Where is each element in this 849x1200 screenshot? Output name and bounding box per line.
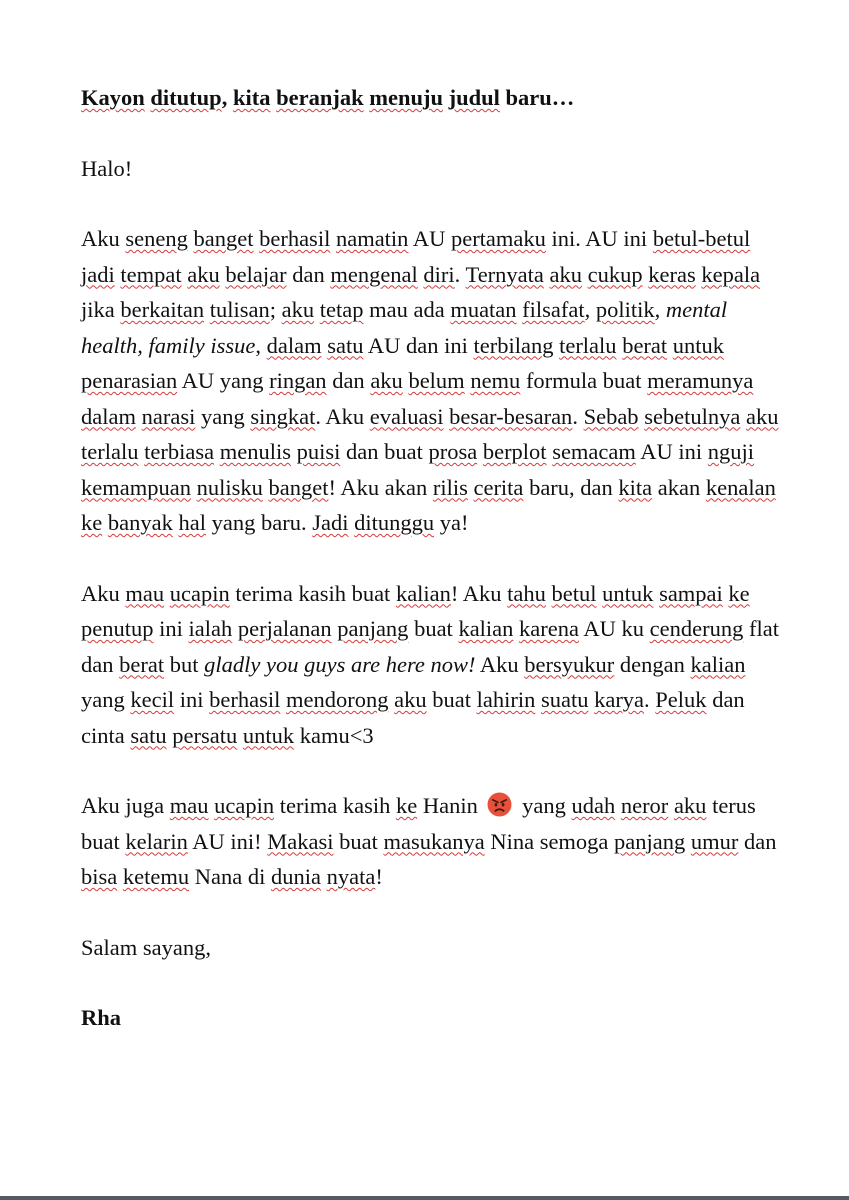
flagged-word: aku [673,793,707,818]
flagged-word: untuk [672,332,725,358]
flagged-word: karena [519,616,579,641]
text-run: yang [81,687,131,712]
flagged-word: ialah [188,616,233,641]
text-run: akan [652,474,706,500]
flagged-word: Ternyata [465,261,544,287]
flagged-word: kecil [130,687,175,712]
text-run: ini [153,616,189,641]
flagged-word: umur [690,828,739,854]
flagged-word: terbiasa [144,439,215,464]
greeting [81,151,781,187]
flagged-word: puisi [296,439,341,464]
signature: Rha [81,1005,122,1030]
flagged-word: besar-besaran [449,403,573,429]
flagged-word: terlalu [81,439,139,464]
flagged-word: prosa [428,439,478,464]
flagged-word: rilis [432,474,468,500]
flagged-word: berhasil [259,226,331,251]
flagged-word: politik [595,297,655,322]
flagged-word: kita [232,85,271,110]
text-run: yang [195,403,251,429]
text-run: ! Aku akan [328,474,433,500]
text-run: terima kasih buat [229,580,396,606]
flagged-word: filsafat [522,297,585,322]
flagged-word: beranjak [276,85,364,110]
text-run: jika [81,297,121,322]
text-run: AU ini [635,439,708,464]
flagged-word: kemampuan [81,474,191,500]
flagged-word: Makasi [267,828,334,854]
flagged-word: meramunya [647,368,754,393]
flagged-word: dalam [81,403,136,429]
flagged-word: sampai [659,580,723,606]
flagged-word: diri [423,261,455,287]
flagged-word: keras [648,261,696,287]
flagged-word: panjang [614,828,686,854]
flagged-word: seneng [125,226,188,251]
flagged-word: Jadi [312,510,349,535]
flagged-word: hal [178,510,206,535]
flagged-word: singkat [250,403,316,429]
text-run: terima kasih [274,793,396,818]
flagged-word: terlalu [559,332,617,358]
text-run: , [584,297,596,322]
flagged-word: narasi [141,403,196,429]
text-run: dan buat [340,439,429,464]
flagged-word: berhasil [209,687,281,712]
flagged-word: ditutup [150,85,222,110]
italic-phrase: gladly you guys are here now! [204,651,476,677]
flagged-word: belajar [225,261,287,287]
flagged-word: betul-betul [652,226,751,251]
text-run: dan [738,828,777,854]
flagged-word: mau [125,580,165,606]
flagged-word: tempat [120,261,182,287]
flagged-word: namatin [335,226,409,251]
flagged-word: nemu [470,368,521,393]
flagged-word: tulisan [209,297,270,322]
text-run: yang [516,793,572,818]
flagged-word: udah [571,793,616,818]
flagged-word: aku [549,261,583,287]
text-run: baru… [499,85,575,110]
text-run: AU ku [579,616,650,641]
flagged-word: ringan [269,368,327,393]
text-run: Nina semoga [484,828,615,854]
flagged-word: aku [281,297,315,322]
text-run: Aku [475,651,525,677]
flagged-word: ditunggu [354,510,435,535]
flagged-word: tetap [319,297,364,322]
text-run: , [255,332,267,358]
flagged-word: dunia [270,864,321,889]
text-run: ! [375,864,383,889]
flagged-word: betul [551,580,597,606]
flagged-word: nyata [326,864,376,889]
flagged-word: aku [370,368,403,393]
flagged-word: berplot [482,439,547,464]
text-run: ya! [434,510,469,535]
flagged-word: penarasian [81,368,178,393]
flagged-word: kalian [395,580,451,606]
text-run: . [572,403,584,429]
text-run: but [164,651,205,677]
text-run: dan cinta [81,687,745,748]
flagged-word: nulisku [196,474,263,500]
flagged-word: jadi [81,261,115,287]
text-run: . [454,261,466,287]
text-run: dengan [614,651,691,677]
text-run: buat [333,828,384,854]
flagged-word: terbilang [473,332,554,358]
flagged-word: neror [620,793,669,818]
flagged-word: aku [746,403,779,429]
flagged-word: cerita [473,474,524,500]
text-run: dan [326,368,371,393]
flagged-word: kepala [701,261,761,287]
flagged-word: kenalan [705,474,776,500]
text-run: Aku [81,580,126,606]
flagged-word: panjang [337,616,409,641]
flagged-word: cenderung [649,616,744,641]
flagged-word: Kayon [81,85,145,110]
italic-phrase: mental health, family issue [81,297,728,358]
text-run: AU dan ini [363,332,474,358]
flagged-word: ke [81,510,103,535]
flagged-word: satu [327,332,364,358]
text-run: ; [269,297,282,322]
document-title [81,80,781,116]
flagged-word: banyak [107,510,173,535]
flagged-word: berat [119,651,165,677]
flagged-word: aku [187,261,220,287]
flagged-word: masukanya [383,828,485,854]
text-run: , [654,297,666,322]
text-run: dan [286,261,331,287]
flagged-word: banget [193,226,254,251]
flagged-word: semacam [552,439,636,464]
text-run: AU ini! [187,828,268,854]
paragraph-3 [81,788,781,895]
flagged-word: Peluk [655,687,707,712]
flagged-word: kita [618,474,653,500]
flagged-word: bersyukur [524,651,615,677]
flagged-word: banget [268,474,329,500]
text-run: baru, dan [523,474,619,500]
flagged-word: muatan [450,297,517,322]
flagged-word: Sebab [583,403,639,429]
text-run: terus buat [81,793,756,854]
paragraph-1 [81,221,781,541]
text-run: AU [408,226,451,251]
text-run: . Aku [315,403,370,429]
flagged-word: aku [394,687,427,712]
flagged-word: ketemu [122,864,190,889]
text-run: buat [408,616,459,641]
text-run: Nana di [189,864,271,889]
flagged-word: cukup [587,261,643,287]
text-run: , [221,85,233,110]
flagged-word: nguji [707,439,755,464]
flagged-word: tahu [507,580,546,606]
page-bottom-edge [0,1196,849,1200]
text-run: ! Aku [450,580,508,606]
text-run: ini [174,687,210,712]
text-run: Hanin [417,793,484,818]
paragraph-2 [81,576,781,754]
flagged-word: mengenal [330,261,418,287]
flagged-word: dalam [266,332,322,358]
flagged-word: satu [130,722,167,748]
flagged-word: kalian [690,651,746,677]
text-run: kamu<3 [294,722,374,748]
text-run: formula buat [520,368,648,393]
text-run: ini. AU ini [545,226,653,251]
text-run: buat [426,687,477,712]
flagged-word: kalian [458,616,514,641]
flagged-word: ucapin [214,793,275,818]
flagged-word: berkaitan [120,297,205,322]
text-run: Aku [81,226,126,251]
text-run: flat dan [81,616,779,677]
flagged-word: lahirin [476,687,536,712]
flagged-word: judul [448,85,500,110]
closing-line: Salam sayang, [81,934,211,960]
angry-face-icon [487,792,512,817]
flagged-word: menuju [369,85,443,110]
text-run: mau ada [363,297,451,322]
flagged-word: berat [622,332,668,358]
flagged-word: bisa [81,864,118,889]
flagged-word: untuk [602,580,654,606]
text-run: AU yang [177,368,270,393]
flagged-word: untuk [242,722,295,748]
text-run: Aku juga [81,793,170,818]
document-body [81,80,781,1036]
flagged-word: suatu [540,687,589,712]
text-run: . [644,687,656,712]
flagged-word: sebetulnya [644,403,741,429]
flagged-word: ke [395,793,418,818]
flagged-word: mendorong [285,687,389,712]
flagged-word: penutup [81,616,154,641]
flagged-word: kelarin [125,828,188,854]
flagged-word: perjalanan [237,616,332,641]
flagged-word: evaluasi [369,403,444,429]
text-run: Halo! [81,155,133,181]
flagged-word: mau [169,793,209,818]
flagged-word: menulis [219,439,291,464]
flagged-word: ucapin [169,580,230,606]
text-run: yang baru. [205,510,313,535]
flagged-word: pertamaku [450,226,546,251]
flagged-word: ke [728,580,750,606]
flagged-word: karya [594,687,645,712]
flagged-word: belum [408,368,465,393]
flagged-word: persatu [172,722,238,748]
